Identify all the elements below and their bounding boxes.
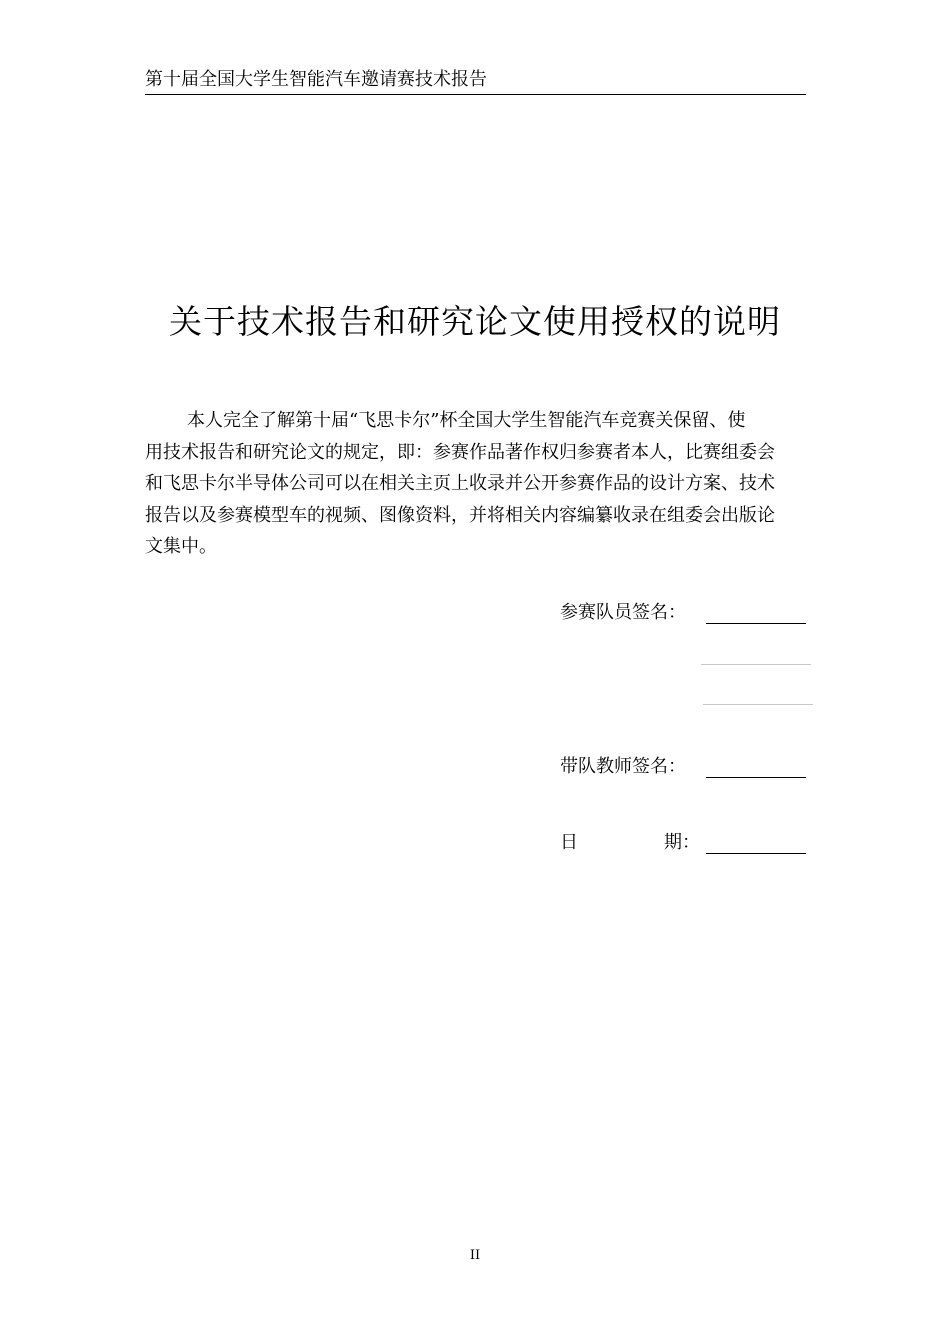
- page-number: II: [469, 1248, 481, 1263]
- header-rule: [145, 94, 806, 95]
- teacher-signature-line[interactable]: [706, 777, 806, 778]
- team-member-signature-line[interactable]: [706, 623, 806, 624]
- team-member-signature-row: [560, 600, 806, 626]
- statement-line: 本人完全了解第十届“飞思卡尔”杯全国大学生智能汽车竞赛关保留、使: [187, 410, 746, 431]
- running-header: 第十届全国大学生智能汽车邀请赛技术报告: [145, 69, 487, 90]
- authorization-statement: [145, 405, 806, 563]
- statement-line: 用技术报告和研究论文的规定，即：参赛作品著作权归参赛者本人，比赛组委会: [145, 441, 775, 463]
- statement-line: 和飞思卡尔半导体公司可以在相关主页上收录并公开参赛作品的设计方案、技术: [145, 473, 775, 494]
- date-label-part-2: 期：: [664, 832, 700, 853]
- document-title: 关于技术报告和研究论文使用授权的说明: [169, 302, 781, 341]
- teacher-signature-row: [560, 754, 806, 780]
- extra-signature-line: [701, 664, 811, 665]
- date-label-part-1: 日: [560, 832, 578, 853]
- extra-signature-line: [703, 704, 813, 705]
- teacher-signature-label: 带队教师签名：: [560, 756, 686, 777]
- date-line[interactable]: [706, 853, 806, 854]
- date-row: [560, 830, 806, 856]
- statement-line: 报告以及参赛模型车的视频、图像资料，并将相关内容编纂收录在组委会出版论: [145, 504, 775, 526]
- team-member-signature-label: 参赛队员签名：: [560, 602, 686, 623]
- statement-line: 文集中。: [145, 536, 217, 557]
